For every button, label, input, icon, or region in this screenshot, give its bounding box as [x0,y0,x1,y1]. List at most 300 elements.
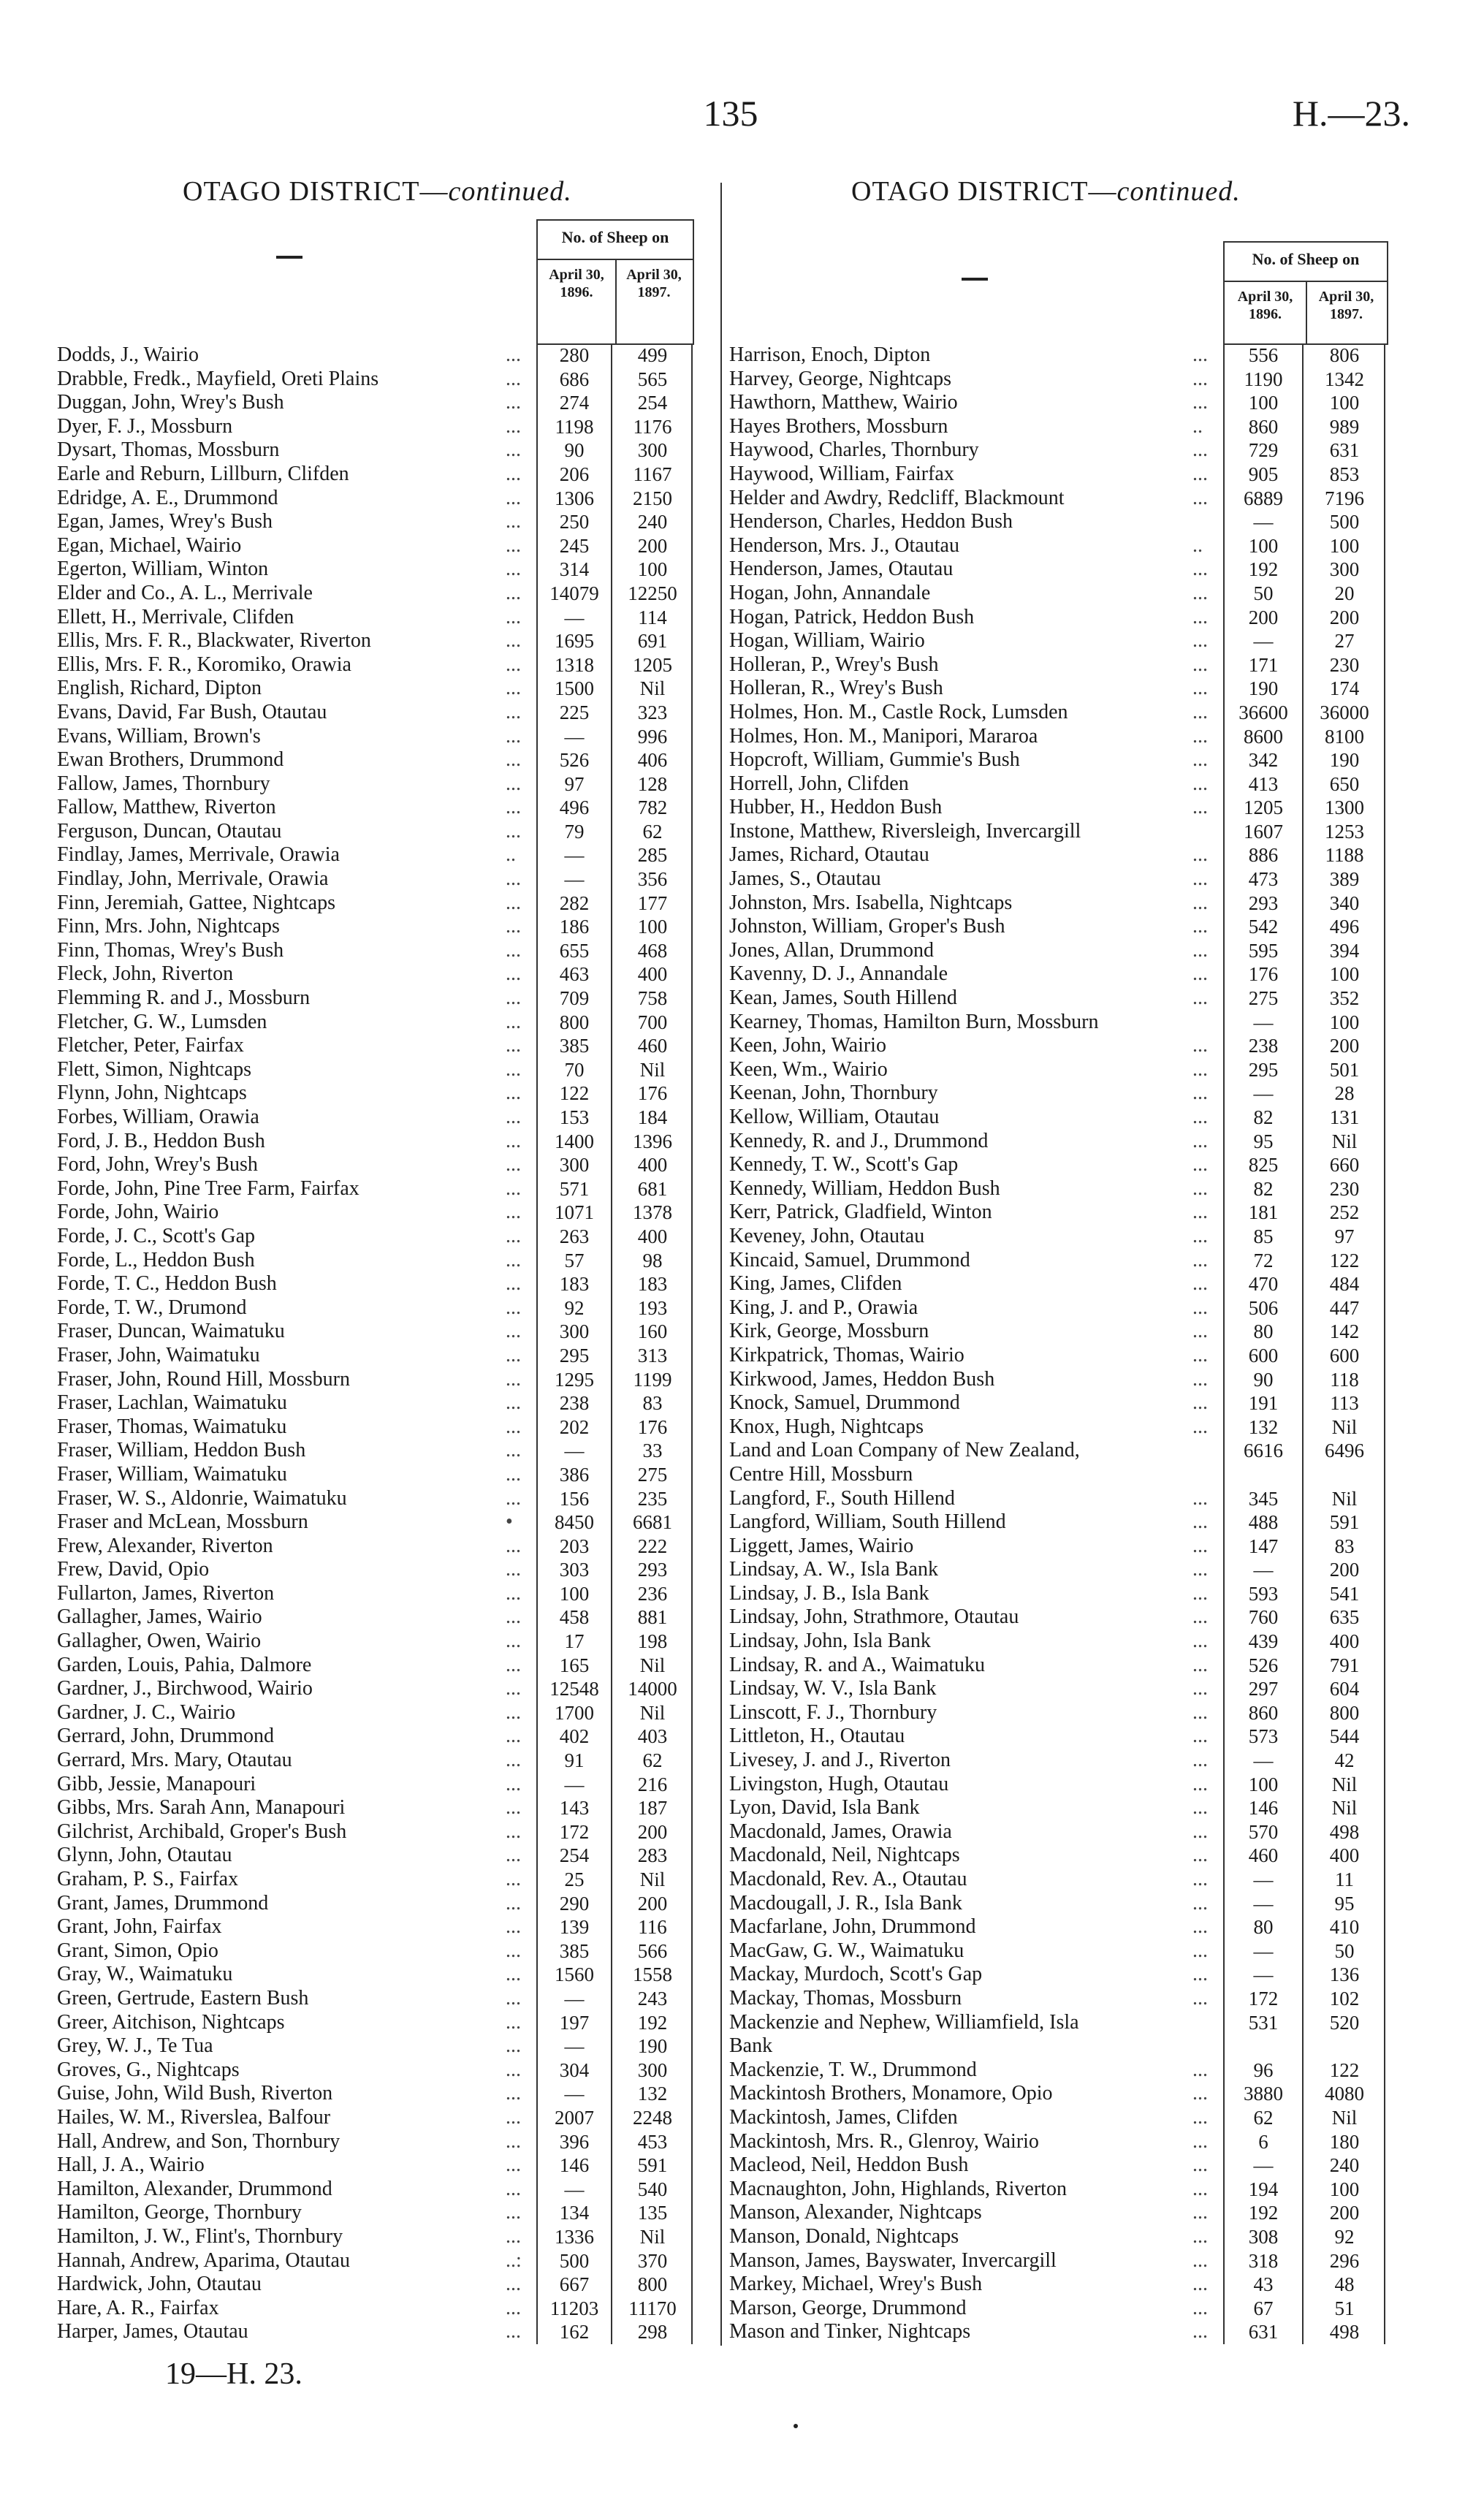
row-name: Macnaughton, John, Highlands, Riverton [729,2177,1067,2200]
row-name: Frew, Alexander, Riverton [57,1534,273,1557]
table-row [729,725,1416,749]
right-title-text: OTAGO DISTRICT— [851,176,1117,207]
count-1896: 318 [1248,2249,1279,2272]
row-name: Keen, John, Wairio [729,1034,886,1057]
count-1897: 2150 [633,487,672,509]
count-1896: 203 [559,1535,590,1557]
col-1897-date: April 30, [1318,289,1374,305]
count-1896: 282 [559,891,590,914]
count-1897: 100 [1329,2178,1360,2200]
count-1897: 198 [637,1630,668,1653]
count-1896: — [1253,511,1274,533]
row-leader: ... [506,1320,521,1343]
row-leader: ... [506,629,521,653]
count-1897: 95 [1334,1892,1355,1915]
row-name: Grant, James, Drummond [57,1891,269,1915]
table-row [57,582,718,606]
left-table-header [57,219,718,343]
count-1896: 600 [1248,1344,1279,1366]
count-1897: 14000 [628,1678,677,1700]
count-1896: 1400 [555,1130,594,1152]
table-row [57,534,718,558]
table-row [729,843,1416,867]
row-leader: ... [1192,462,1208,485]
count-1897: 565 [637,368,668,390]
column-rule [1384,343,1385,2344]
page-number: 135 [703,93,758,134]
row-name: Fraser, W. S., Aldonrie, Waimatuku [57,1486,347,1510]
count-1897: 174 [1329,677,1360,700]
row-leader: ... [1192,1630,1208,1653]
row-leader: ... [506,1057,521,1081]
table-row [57,558,718,582]
count-1896: 506 [1248,1296,1279,1319]
count-1896: 100 [1248,534,1279,557]
row-leader: ... [506,1106,521,1128]
table-row [57,1963,718,1987]
row-leader: ... [506,1129,521,1152]
count-1896: 183 [559,1273,590,1296]
table-row [729,2320,1416,2344]
count-1897: 800 [1329,1701,1360,1724]
row-name: Holleran, P., Wrey's Bush [729,653,939,676]
row-name: Hannah, Andrew, Aparima, Otautau [57,2248,350,2272]
count-1896: 1336 [555,2225,594,2248]
row-leader: ... [506,1296,521,1319]
table-row [57,939,718,963]
row-name: Grant, Simon, Opio [57,1939,218,1962]
table-row [729,2273,1416,2297]
count-1896: — [564,1773,585,1795]
row-leader: ... [1192,1963,1208,1986]
count-1897: 400 [637,1225,668,1247]
count-1896: — [564,844,585,867]
count-1896: 655 [559,939,590,962]
count-1896: 134 [559,2202,590,2224]
row-name: Forde, T. C., Heddon Bush [57,1272,277,1296]
row-leader: ... [506,1844,521,1867]
table-row [57,343,718,368]
row-name: Evans, William, Brown's [57,724,261,748]
row-name: Fraser, John, Waimatuku [57,1343,260,1366]
document-reference: H.—23. [1292,93,1410,134]
count-1896: 1205 [1244,797,1283,819]
row-leader: ... [506,1439,521,1462]
table-row [57,1630,718,1654]
table-row [57,653,718,677]
row-name: Hubber, H., Heddon Bush [729,796,943,819]
row-name: Ewan Brothers, Drummond [57,748,284,772]
count-1897: 447 [1329,1296,1360,1319]
count-1897: 400 [1329,1630,1360,1653]
row-name: Mackay, Thomas, Mossburn [729,1986,962,2010]
count-1896: 14079 [549,582,599,604]
count-1897: 254 [637,392,668,414]
row-leader: ... [1192,2224,1208,2248]
table-row [57,1677,718,1701]
count-1897: 394 [1329,939,1360,962]
count-1896: 860 [1248,1701,1279,1724]
count-1896: 79 [564,820,585,843]
count-1896: 290 [559,1892,590,1915]
row-leader: ... [506,2105,521,2129]
row-leader: ..: [506,2248,522,2272]
row-name: Forde, L., Heddon Bush [57,1248,255,1271]
row-leader: ... [506,1343,521,1366]
row-leader: ... [1192,2129,1208,2153]
count-1896: 147 [1248,1535,1279,1557]
table-row [729,1558,1416,1582]
row-name: Dodds, J., Wairio [57,343,199,366]
table-row [729,1344,1416,1368]
row-name: Glynn, John, Otautau [57,1844,232,1867]
table-row [57,2011,718,2035]
count-1896: 295 [1248,1058,1279,1081]
table-row [729,939,1416,963]
row-leader: ... [1192,843,1208,867]
count-1897: 118 [1330,1368,1359,1391]
sheep-count-header [536,219,694,345]
row-name: Fraser, William, Waimatuku [57,1462,287,1486]
count-1897: 806 [1329,344,1360,366]
table-row [729,891,1416,916]
table-row [729,1605,1416,1630]
row-leader: ... [1192,1534,1208,1557]
count-1896: 238 [559,1392,590,1415]
table-row [57,677,718,701]
col-1897-header [1306,288,1387,323]
row-leader: ... [506,1415,521,1438]
count-1896: 825 [1248,1154,1279,1176]
row-name: Hall, Andrew, and Son, Thornbury [57,2129,340,2153]
count-1897: 600 [1329,1344,1360,1366]
table-row [57,1654,718,1678]
row-leader: ... [1192,1129,1208,1152]
row-name: Gerrard, John, Drummond [57,1725,275,1748]
row-name: Knock, Samuel, Drummond [729,1391,960,1415]
row-name: Macfarlane, John, Drummond [729,1915,976,1939]
count-1896: 181 [1248,1201,1279,1224]
count-1896: 191 [1248,1392,1279,1415]
col-1896-header [538,266,615,301]
column-divider [720,183,722,2346]
count-1896: 100 [559,1582,590,1605]
row-name: Kirk, George, Mossburn [729,1320,929,1343]
row-name: MacGaw, G. W., Waimatuku [729,1939,964,1962]
row-name: Hopcroft, William, Gummie's Bush [729,748,1020,772]
row-name: Dysart, Thomas, Mossburn [57,438,280,462]
row-leader: ... [506,1272,521,1296]
table-row [729,606,1416,630]
count-1896: 172 [1248,1987,1279,2010]
row-name: Guise, John, Wild Bush, Riverton [57,2082,333,2105]
row-leader: ... [1192,558,1208,581]
table-row [729,1535,1416,1559]
count-1896: 172 [559,1820,590,1843]
row-name: Gerrard, Mrs. Mary, Otautau [57,1749,292,1772]
column-rule [536,343,538,2344]
row-leader: ... [1192,1986,1208,2010]
table-row [729,986,1416,1011]
count-1896: 295 [559,1344,590,1366]
count-1897: Nil [639,1701,666,1724]
table-row [57,1225,718,1249]
row-leader: ... [506,1796,521,1820]
row-leader: ... [506,1581,521,1605]
row-leader: ... [506,1749,521,1772]
count-1897: 180 [1329,2130,1360,2153]
count-1896: 463 [559,963,590,986]
column-rule [1302,343,1304,2344]
count-1896: 413 [1248,772,1279,795]
row-leader: ... [1192,1176,1208,1200]
table-row [57,1987,718,2011]
row-name: Flett, Simon, Nightcaps [57,1057,251,1081]
count-1896: 12548 [549,1678,599,1700]
table-row [729,1892,1416,1916]
count-1896: 194 [1248,2178,1279,2200]
count-1897: 1558 [633,1963,672,1986]
row-name: Mason and Tinker, Nightcaps [729,2320,971,2343]
row-leader: ... [506,700,521,723]
count-1897: 190 [637,2035,668,2058]
count-1896: 190 [1248,677,1279,700]
table-row [57,438,718,463]
row-leader: ... [506,1367,521,1391]
row-name: Kennedy, R. and J., Drummond [729,1129,989,1152]
count-1896: 171 [1248,653,1279,676]
row-leader: ... [506,962,521,986]
table-row [57,1034,718,1058]
table-row [57,368,718,392]
count-1896: 176 [1248,963,1279,986]
count-1896: — [1253,1011,1274,1033]
count-1897: 389 [1329,868,1360,891]
count-1896: 162 [559,2321,590,2343]
row-leader: ... [506,677,521,700]
table-row [729,1391,1416,1415]
count-1897: 131 [1329,1106,1360,1128]
table-row [57,1058,718,1082]
count-1896: 17 [564,1630,585,1653]
row-leader: • [506,1510,513,1534]
count-1897: 200 [637,534,668,557]
table-row [729,629,1416,653]
row-name: Gilchrist, Archibald, Groper's Bush [57,1820,347,1843]
row-name: Fleck, John, Riverton [57,962,234,986]
count-1897: 97 [1334,1225,1355,1247]
count-1897: 27 [1334,630,1355,653]
row-name: Hogan, Patrick, Heddon Bush [729,605,975,628]
count-1897: 12250 [628,582,677,604]
row-leader: ... [1192,986,1208,1010]
table-row [57,1344,718,1368]
table-row [729,1177,1416,1201]
count-1897: 122 [1329,1249,1360,1271]
row-name: Harrison, Enoch, Dipton [729,343,931,366]
row-name: Holmes, Hon. M., Castle Rock, Lumsden [729,700,1068,723]
count-1897: 230 [1329,653,1360,676]
count-1897: 132 [637,2083,668,2105]
row-leader: ... [1192,1939,1208,1962]
row-name: Hardwick, John, Otautau [57,2273,262,2296]
count-1897: 340 [1329,891,1360,914]
row-leader: ... [506,891,521,914]
name-column-dash [962,278,988,281]
count-1897: 6681 [633,1511,672,1534]
row-name: Keen, Wm., Wairio [729,1057,888,1081]
row-leader: ... [506,1891,521,1915]
row-name: Hayes Brothers, Mossburn [729,414,948,438]
count-1896: 593 [1248,1582,1279,1605]
table-row [57,962,718,986]
table-row [729,962,1416,986]
table-row [57,1011,718,1035]
row-leader: ... [506,2153,521,2177]
count-1897: 222 [637,1535,668,1557]
row-name: Finn, Thomas, Wrey's Bush [57,938,284,962]
row-leader: ... [506,1986,521,2010]
table-row [729,772,1416,797]
row-name: Holleran, R., Wrey's Bush [729,677,943,700]
count-1897: Nil [639,677,666,700]
count-1896: 250 [559,511,590,533]
count-1896: 25 [564,1868,585,1890]
row-name: Harper, James, Otautau [57,2320,248,2343]
row-name: Fraser, John, Round Hill, Mossburn [57,1367,350,1391]
count-1896: 729 [1248,439,1279,462]
count-1896: 1071 [555,1201,594,1224]
row-name: Hamilton, J. W., Flint's, Thornbury [57,2224,343,2248]
row-name: Gallagher, Owen, Wairio [57,1630,262,1653]
count-1897: Nil [1331,1487,1358,1510]
table-row [57,1820,718,1844]
count-1896: 67 [1253,2297,1274,2319]
row-name: Manson, Alexander, Nightcaps [729,2201,982,2224]
count-1896: 595 [1248,939,1279,962]
row-leader: ... [1192,2201,1208,2224]
count-1897: 33 [642,1440,663,1462]
count-1897: 498 [1329,1820,1360,1843]
count-1897: 28 [1334,1082,1355,1105]
count-1897: 356 [637,868,668,891]
row-leader: ... [1192,1700,1208,1724]
count-1896: 143 [559,1797,590,1820]
row-leader: ... [1192,1915,1208,1939]
count-1897: Nil [1331,2106,1358,2129]
table-row [57,2201,718,2225]
row-leader: ... [506,724,521,748]
row-name: Fraser and McLean, Mossburn [57,1510,308,1534]
count-1897: 1300 [1325,797,1364,819]
row-name: Ford, J. B., Heddon Bush [57,1129,265,1152]
count-1896: 100 [1248,1773,1279,1795]
count-1897: 352 [1329,987,1360,1010]
row-leader: ... [1192,1367,1208,1391]
row-name: Haywood, Charles, Thornbury [729,438,979,462]
row-leader: ... [506,1820,521,1843]
table-row [57,2320,718,2344]
count-1896: 139 [559,1916,590,1939]
count-1896: 254 [559,1844,590,1867]
count-1896: 308 [1248,2225,1279,2248]
count-1897: 20 [1334,582,1355,604]
row-name: Hawthorn, Matthew, Wairio [729,391,958,414]
row-name: Hailes, W. M., Riverslea, Balfour [57,2105,331,2129]
table-row [57,1558,718,1582]
row-name: Macdonald, Rev. A., Otautau [729,1868,967,1890]
table-row [57,2249,718,2273]
row-name: King, J. and P., Orawia [729,1296,918,1319]
row-leader: ... [506,1176,521,1200]
row-leader: ... [1192,1153,1208,1176]
row-name: Findlay, John, Merrivale, Orawia [57,867,329,891]
count-1896: 202 [559,1415,590,1438]
count-1897: 544 [1329,1725,1360,1748]
count-1896: 275 [1248,987,1279,1010]
row-name: Horrell, John, Clifden [729,772,909,795]
table-row [729,415,1416,439]
row-leader: ... [506,462,521,485]
count-1896: 92 [564,1296,585,1319]
table-row [729,487,1416,511]
count-1896: 6616 [1244,1440,1283,1462]
table-row [57,1701,718,1725]
table-row [57,629,718,653]
footer-reference: 19—H. 23. [165,2357,302,2391]
row-leader: ... [1192,1558,1208,1581]
row-leader: ... [1192,915,1208,938]
count-1896: 385 [559,1035,590,1057]
count-1896: — [1253,2154,1274,2177]
count-1897: 1176 [633,415,672,438]
table-row [57,1582,718,1606]
count-1896: 146 [559,2154,590,2177]
count-1897: Nil [639,1654,666,1676]
row-leader: ... [506,1153,521,1176]
count-1896: 686 [559,368,590,390]
row-name: Hamilton, George, Thornbury [57,2201,302,2224]
count-1897: 300 [637,2058,668,2081]
count-1897: 400 [1329,1844,1360,1867]
row-leader: ... [506,2082,521,2105]
count-1896: 496 [559,797,590,819]
row-name: Livesey, J. and J., Riverton [729,1749,951,1772]
col-1896-year: 1896. [560,284,593,300]
row-leader: ... [506,1391,521,1415]
count-1896: 85 [1253,1225,1274,1247]
row-leader: ... [1192,1796,1208,1820]
table-row [729,1320,1416,1344]
row-leader: ... [1192,629,1208,653]
row-leader: ... [506,558,521,581]
row-leader: ... [1192,2105,1208,2129]
count-1897: 293 [637,1559,668,1581]
row-leader: ... [506,1201,521,1224]
table-row [57,1892,718,1916]
table-row [729,2201,1416,2225]
count-1897: 283 [637,1844,668,1867]
row-leader: .. [506,843,516,867]
table-row [57,1106,718,1130]
count-1896: — [564,2178,585,2200]
count-1897: 187 [637,1797,668,1820]
table-row [57,1844,718,1868]
count-1896: 1560 [555,1963,594,1986]
count-1897: 681 [637,1177,668,1200]
count-1896: 439 [1248,1630,1279,1653]
row-name: Langford, F., South Hillend [729,1486,955,1510]
